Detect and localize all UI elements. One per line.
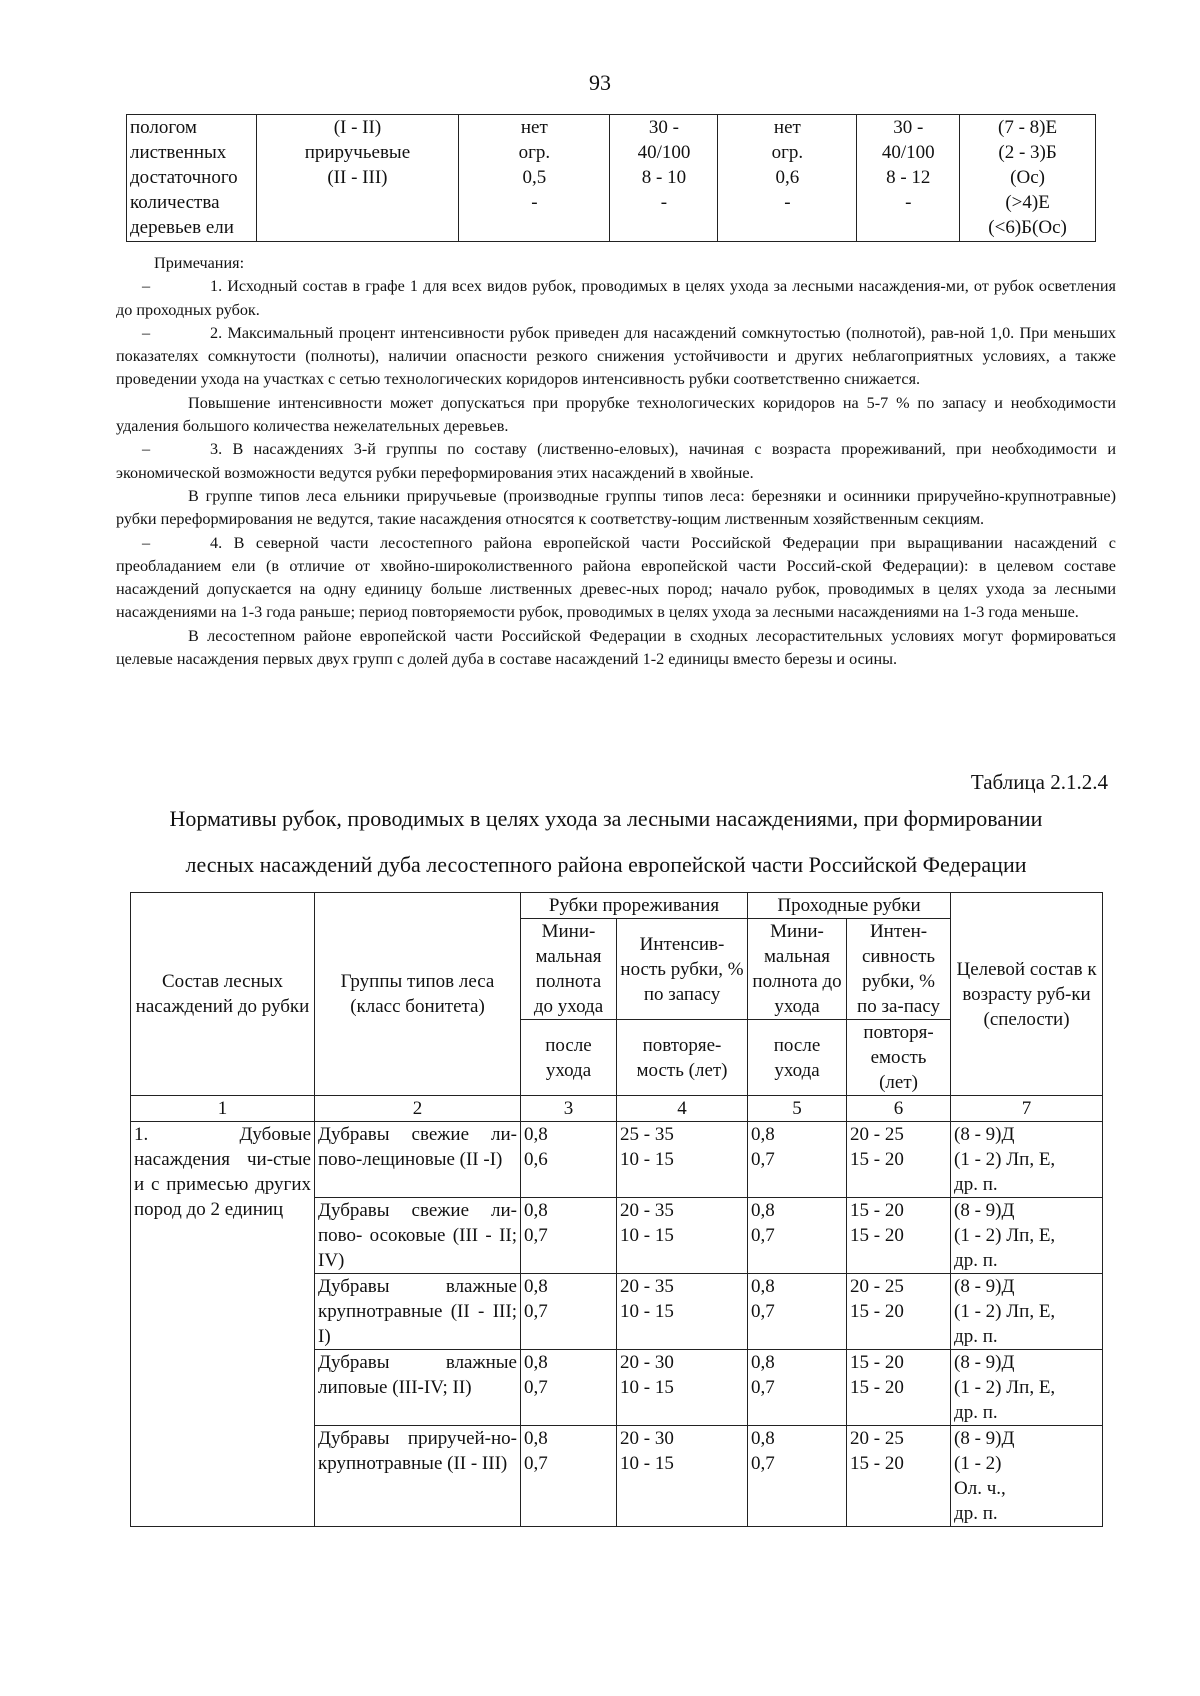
table-row (131, 1122, 1103, 1198)
density-cell: 0,8 0,7 (748, 1350, 847, 1426)
header-repeatability: повторя-емость (лет) (847, 1020, 951, 1096)
density-cell: 0,8 0,7 (748, 1122, 847, 1198)
forest-type-cell: Дубравы влажные липовые (III-IV; II) (315, 1350, 521, 1426)
intensity-cell: 15 - 20 15 - 20 (847, 1350, 951, 1426)
density-cell: 0,8 0,6 (521, 1122, 617, 1198)
density-cell: 0,8 0,7 (748, 1426, 847, 1527)
density-cell: нет огр. 0,6 - (718, 115, 857, 242)
column-number: 1 (131, 1096, 315, 1122)
intensity-cell: 20 - 30 10 - 15 (617, 1426, 748, 1527)
forest-type-cell: Дубравы приручей-но-крупнотравные (II - III) (315, 1426, 521, 1527)
target-composition-cell: (7 - 8)Е (2 - 3)Б (Ос) (>4)Е (<6)Б(Ос) (960, 115, 1096, 242)
column-number: 6 (847, 1096, 951, 1122)
column-number: 4 (617, 1096, 748, 1122)
continuation-table (126, 114, 1096, 242)
main-table (130, 892, 1103, 1527)
forest-type-cell: Дубравы влажные крупнотравные (II - III; I) (315, 1274, 521, 1350)
forest-type-cell: Дубравы свежие ли-пово- осоковые (III - II; IV) (315, 1198, 521, 1274)
intensity-cell: 20 - 25 15 - 20 (847, 1274, 951, 1350)
target-composition-cell: (8 - 9)Д (1 - 2) Ол. ч., др. п. (951, 1426, 1103, 1527)
column-number: 7 (951, 1096, 1103, 1122)
target-composition-cell: (8 - 9)Д (1 - 2) Лп, Е, др. п. (951, 1350, 1103, 1426)
column-number: 3 (521, 1096, 617, 1122)
density-cell: нет огр. 0,5 - (459, 115, 610, 242)
note-2-continuation: Повышение интенсивности может допускаться при прорубке технологических коридоров на 5-7 % по запасу и необходимости удаления большого количества нежелательных деревьев. (116, 393, 1116, 436)
page-number: 93 (589, 70, 611, 95)
composition-cell: 1. Дубовые насаждения чи-стые и с примесью других пород до 2 единиц (131, 1122, 315, 1527)
header-composition: Состав лесных насаждений до рубки (131, 893, 315, 1096)
header-forest-groups: Группы типов леса (класс бонитета) (315, 893, 521, 1096)
column-number: 2 (315, 1096, 521, 1122)
header-min-density: Мини-мальная полнота до ухода (521, 919, 617, 1020)
intensity-cell: 25 - 35 10 - 15 (617, 1122, 748, 1198)
header-passage-cutting: Проходные рубки (748, 893, 951, 919)
density-cell: 0,8 0,7 (521, 1274, 617, 1350)
header-row (131, 893, 1103, 919)
intensity-cell: 30 - 40/100 8 - 10 - (610, 115, 718, 242)
header-target-composition: Целевой состав к возрасту руб-ки (спелости) (951, 893, 1103, 1096)
intensity-cell: 20 - 25 15 - 20 (847, 1122, 951, 1198)
density-cell: 0,8 0,7 (748, 1198, 847, 1274)
header-repeatability: повторяе-мость (лет) (617, 1020, 748, 1096)
note-3-continuation: В группе типов леса ельники приручьевые (производные группы типов леса: березняки и осинники приручейно-крупнотравные) рубки переформирования не ведутся, такие насаждения относятся к соответству-ющим лиственным хозяйственным секциям. (116, 486, 1116, 529)
intensity-cell: 20 - 35 10 - 15 (617, 1198, 748, 1274)
intensity-cell: 15 - 20 15 - 20 (847, 1198, 951, 1274)
note-4: – 4. В северной части лесостепного района европейской части Российской Федерации при выращивании насаждений с преобладанием ели (в отличие от хвойно-широколиственного района европейской части Россий-ской Федерации): в целевом составе насаждений допускается на одну единицу больше лиственных древес-ных пород; начало рубок, проводимых в целях ухода за лесными насаждениями на 1-3 года раньше; период повторяемости рубок, проводимых в целях ухода за лесными насаждениями на 1-3 года меньше. (116, 533, 1116, 622)
header-thinning: Рубки прореживания (521, 893, 748, 919)
header-after-care: после ухода (748, 1020, 847, 1096)
forest-type-cell: Дубравы свежие ли-пово-лещиновые (II -I) (315, 1122, 521, 1198)
column-numbers-row (131, 1096, 1103, 1122)
header-min-density: Мини-мальная полнота до ухода (748, 919, 847, 1020)
note-2: – 2. Максимальный процент интенсивности рубок приведен для насаждений сомкнутостью (полнотой), рав-ной 1,0. При меньших показателях сомкнутости (полноты), наличии опасности резкого снижения устойчивости и других неблагоприятных условиях, а также проведении ухода на участках с сетью технологических коридоров интенсивность рубки соответственно снижается. (116, 323, 1116, 389)
intensity-cell: 20 - 30 10 - 15 (617, 1350, 748, 1426)
target-composition-cell: (8 - 9)Д (1 - 2) Лп, Е, др. п. (951, 1198, 1103, 1274)
column-number: 5 (748, 1096, 847, 1122)
intensity-cell: 20 - 35 10 - 15 (617, 1274, 748, 1350)
header-intensity: Интен-сивность рубки, % по за-пасу (847, 919, 951, 1020)
note-1: – 1. Исходный состав в графе 1 для всех видов рубок, проводимых в целях ухода за лесными насаждения-ми, от рубок осветления до проходных рубок. (116, 277, 1116, 319)
density-cell: 0,8 0,7 (748, 1274, 847, 1350)
composition-cell: пологом лиственных достаточного количества деревьев ели (127, 115, 257, 242)
forest-type-cell: (I - II) приручьевые (II - III) (256, 115, 459, 242)
target-composition-cell: (8 - 9)Д (1 - 2) Лп, Е, др. п. (951, 1122, 1103, 1198)
header-intensity: Интенсив-ность рубки, % по запасу (617, 919, 748, 1020)
table-title: лесных насаждений дуба лесостепного района европейской части Российской Федерации (185, 852, 1027, 877)
table-number: Таблица 2.1.2.4 (970, 770, 1108, 794)
target-composition-cell: (8 - 9)Д (1 - 2) Лп, Е, др. п. (951, 1274, 1103, 1350)
note-3: – 3. В насаждениях 3-й группы по составу (лиственно-еловых), начиная с возраста прореживаний, при необходимости и экономической возможности ведутся рубки переформирования этих насаждений в хвойные. (116, 440, 1116, 482)
notes-section (116, 252, 1116, 671)
header-after-care: после ухода (521, 1020, 617, 1096)
table-row (127, 115, 1096, 242)
table-title: Нормативы рубок, проводимых в целях ухода за лесными насаждениями, при формировании (169, 806, 1043, 831)
note-4-continuation: В лесостепном районе европейской части Российской Федерации в сходных лесорастительных условиях могут формироваться целевые насаждения первых двух групп с долей дуба в составе насаждений 1-2 единицы вместо березы и осины. (116, 626, 1116, 669)
density-cell: 0,8 0,7 (521, 1198, 617, 1274)
density-cell: 0,8 0,7 (521, 1350, 617, 1426)
notes-title: Примечания: (154, 254, 245, 272)
density-cell: 0,8 0,7 (521, 1426, 617, 1527)
intensity-cell: 20 - 25 15 - 20 (847, 1426, 951, 1527)
intensity-cell: 30 - 40/100 8 - 12 - (857, 115, 960, 242)
